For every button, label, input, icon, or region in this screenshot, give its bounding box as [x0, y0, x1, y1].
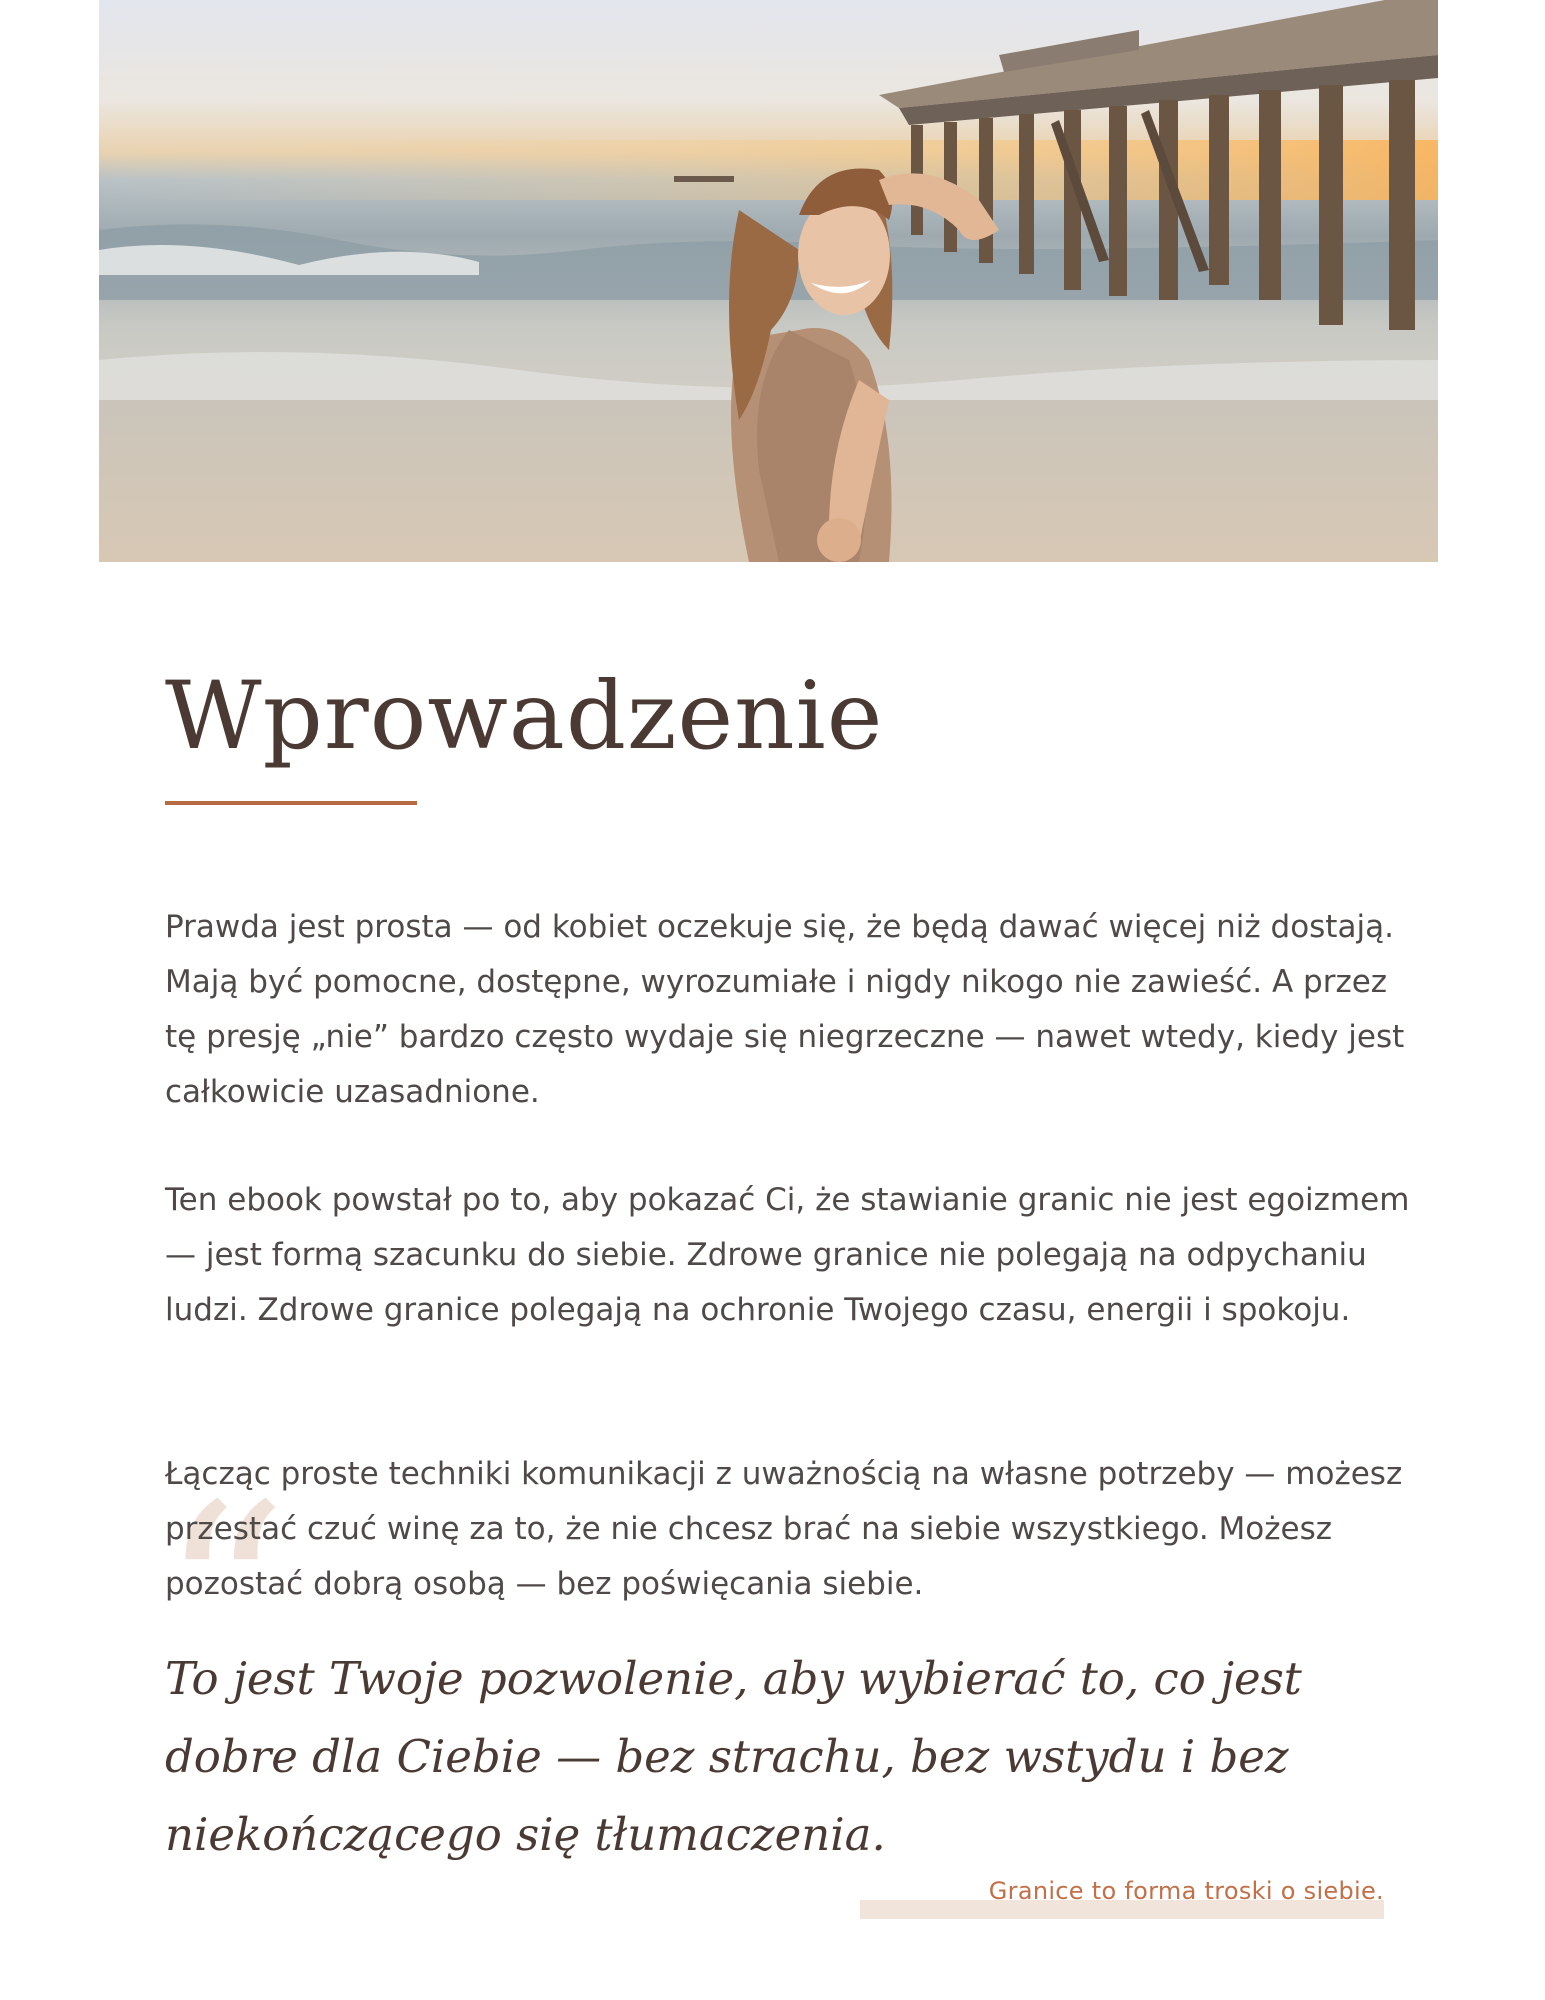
page-title: Wprowadzenie	[165, 662, 884, 771]
distant-pier	[674, 176, 734, 182]
pull-quote: To jest Twoje pozwolenie, aby wybierać to, co jest dobre dla Ciebie — bez strachu, bez wstydu i bez niekończącego się tłumaczenia.	[165, 1652, 1302, 1861]
intro-paragraph-1: Prawda jest prosta — od kobiet oczekuje się, że będą dawać więcej niż dostają. Mają być pomocne, dostępne, wyrozumiałe i nigdy nikogo nie zawieść. A przez tę presję „nie” bardzo często wydaje się niegrzeczne — nawet wtedy, kiedy jest całkowicie uzasadnione.	[165, 909, 1405, 1110]
intro-paragraph-3: Łącząc proste techniki komunikacji z uważnością na własne potrzeby — możesz przestać czuć winę za to, że nie chcesz brać na siebie wszystkiego. Możesz pozostać dobrą osobą — bez poświęcania siebie.	[165, 1456, 1403, 1602]
hero-photo	[99, 0, 1438, 562]
hero-illustration	[99, 0, 1438, 562]
quote-mark-icon: “	[160, 1451, 288, 1742]
tagline: Granice to forma troski o siebie.	[988, 1877, 1384, 1905]
title-underline	[165, 801, 417, 805]
intro-paragraph-2: Ten ebook powstał po to, aby pokazać Ci, że stawianie granic nie jest egoizmem — jest formą szacunku do siebie. Zdrowe granice nie polegają na odpychaniu ludzi. Zdrowe granice polegają na ochronie Twojego czasu, energii i spokoju.	[165, 1182, 1410, 1328]
sunset-glow	[99, 140, 1438, 200]
